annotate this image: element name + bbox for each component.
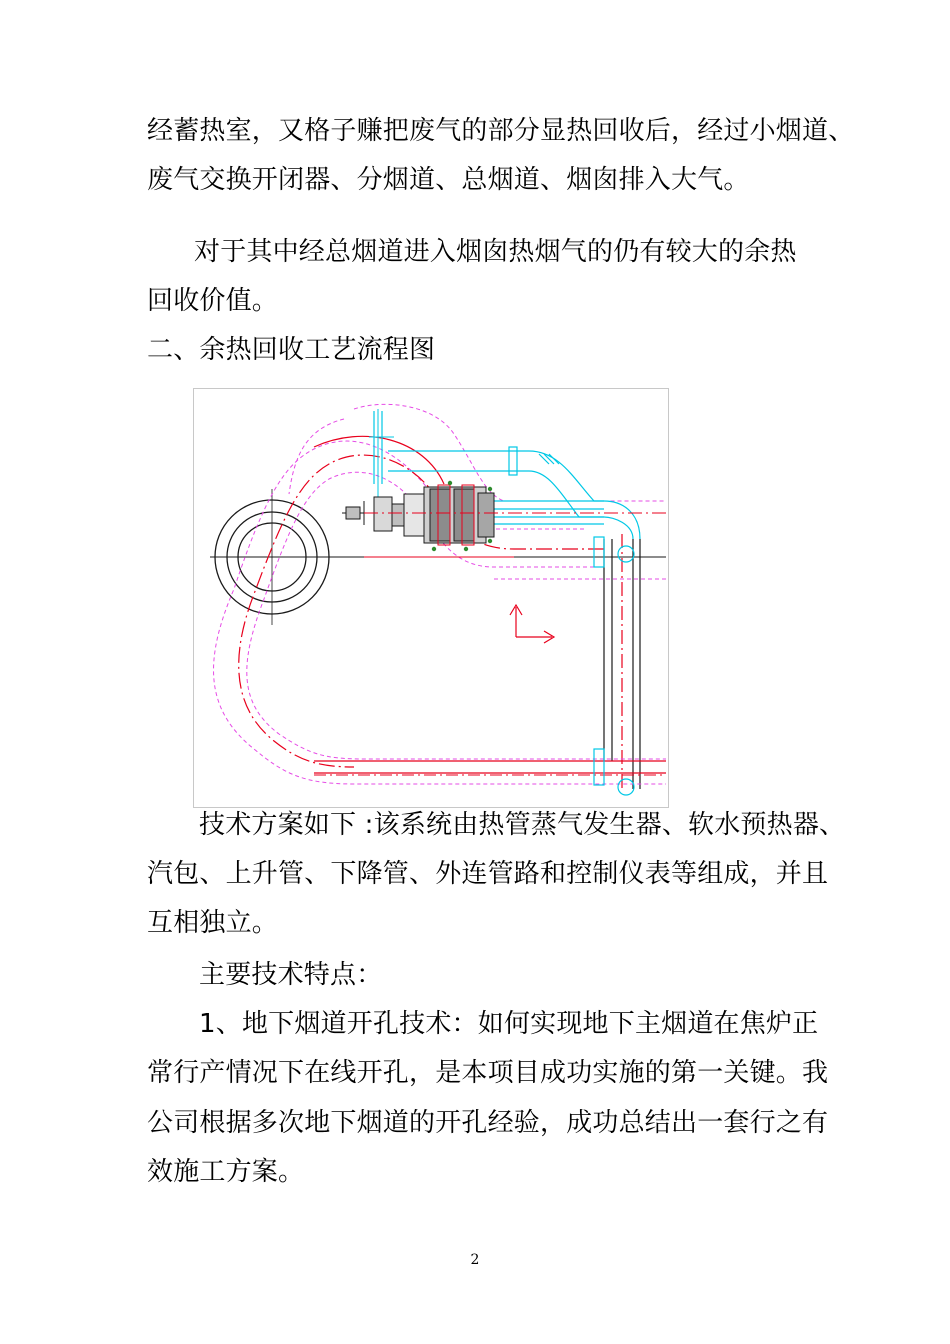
paragraph-line-7: 汽包、上升管、下降管、外连管路和控制仪表等组成，并且: [147, 859, 829, 889]
paragraph-line-3: 对于其中经总烟道进入烟囱热烟气的仍有较大的余热: [194, 237, 797, 267]
paragraph-line-1: 经蓄热室，又格子赚把废气的部分显热回收后，经过小烟道、: [147, 116, 855, 146]
paragraph-line-2: 废气交换开闭器、分烟道、总烟道、烟囱排入大气。: [147, 165, 750, 195]
process-flow-diagram: [193, 388, 669, 808]
paragraph-line-8: 互相独立。: [147, 908, 279, 938]
paragraph-line-12: 公司根据多次地下烟道的开孔经验，成功总结出一套行之有: [147, 1108, 829, 1138]
bottom-duct: [314, 761, 666, 773]
paragraph-line-11: 常行产情况下在线开孔，是本项目成功实施的第一关键。我: [147, 1058, 829, 1088]
paragraph-line-9: 主要技术特点：: [199, 960, 383, 990]
page-number: 2: [470, 1252, 480, 1268]
heat-pipe-generator: [342, 487, 494, 543]
paragraph-line-13: 效施工方案。: [147, 1157, 305, 1187]
paragraph-line-6: 技术方案如下 :该系统由热管蒸气发生器、软水预热器、: [199, 810, 846, 840]
paragraph-line-10: 1、地下烟道开孔技术：如何实现地下主烟道在焦炉正: [199, 1009, 819, 1039]
axis-arrows: [510, 605, 554, 643]
upper-cyan-duct: [374, 411, 640, 795]
section-heading: 二、余热回收工艺流程图: [147, 335, 436, 365]
paragraph-line-4: 回收价值。: [147, 286, 279, 316]
